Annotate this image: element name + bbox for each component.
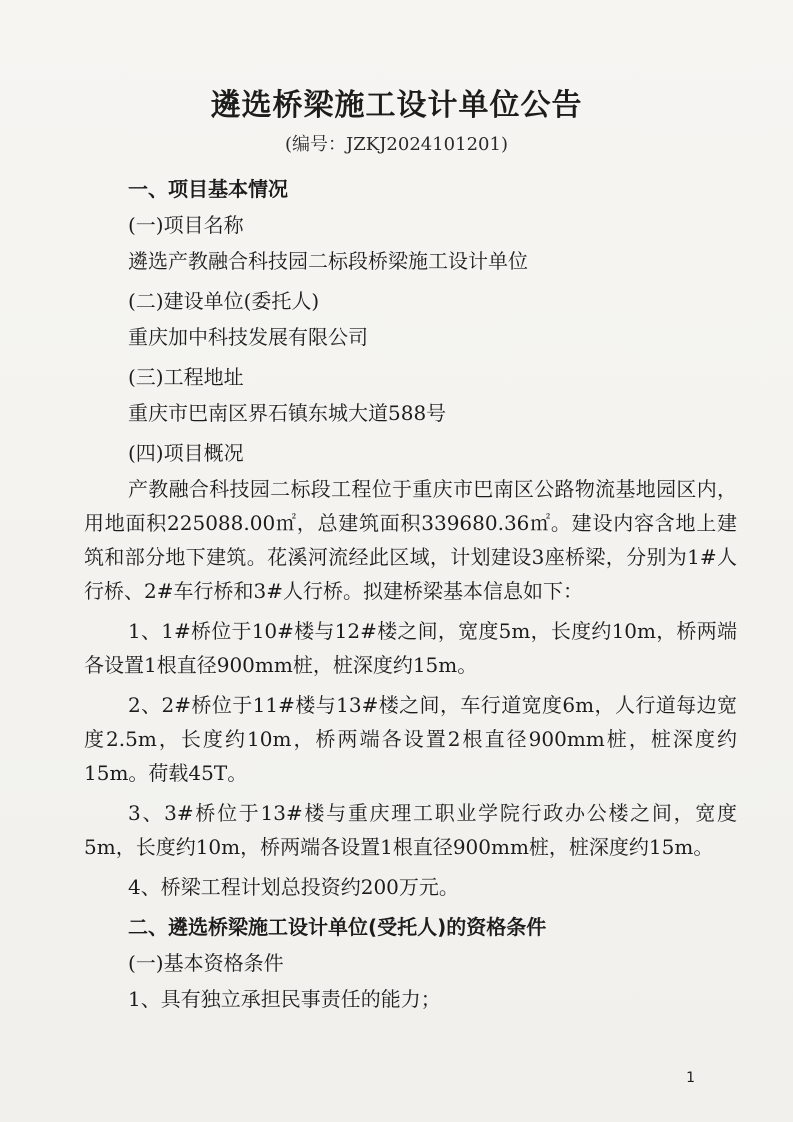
project-address: 重庆市巴南区界石镇东城大道588号: [128, 401, 447, 425]
client-label: (二)建设单位(委托人): [128, 289, 320, 313]
project-name: 遴选产教融合科技园二标段桥梁施工设计单位: [128, 249, 528, 273]
qualification-item-1: 1、具有独立承担民事责任的能力；: [128, 987, 441, 1011]
page-number: 1: [686, 1070, 695, 1086]
section-heading-basic-info: 一、项目基本情况: [128, 177, 288, 201]
bridge-item-2: 2、2#桥位于11#楼与13#楼之间，车行道宽度6m，人行道每边宽度2.5m，长度约10m，桥两端各设置2根直径900mm桩，桩深度约15m。荷载45T。: [84, 693, 737, 785]
investment-item: 4、桥梁工程计划总投资约200万元。: [128, 875, 459, 899]
bridge-item-3: 3、3#桥位于13#楼与重庆理工职业学院行政办公楼之间，宽度5m，长度约10m，桥两端各设置1根直径900mm桩，桩深度约15m。: [84, 801, 737, 859]
document-number: (编号：JZKJ2024101201): [285, 134, 508, 155]
project-name-label: (一)项目名称: [128, 213, 244, 237]
address-label: (三)工程地址: [128, 365, 244, 389]
section-heading-qualifications: 二、遴选桥梁施工设计单位(受托人)的资格条件: [128, 915, 547, 939]
basic-qualifications-label: (一)基本资格条件: [128, 951, 284, 975]
document-body: [84, 170, 737, 1022]
bridge-item-1: 1、1#桥位于10#楼与12#楼之间，宽度5m，长度约10m，桥两端各设置1根直径900mm桩，桩深度约15m。: [84, 619, 737, 677]
client-name: 重庆加中科技发展有限公司: [128, 325, 368, 349]
overview-paragraph: 产教融合科技园二标段工程位于重庆市巴南区公路物流基地园区内，用地面积225088.00㎡，总建筑面积339680.36㎡。建设内容含地上建筑和部分地下建筑。花溪河流经此区域，计划建设3座桥梁，分别为1#人行桥、2#车行桥和3#人行桥。拟建桥梁基本信息如下：: [84, 477, 737, 603]
overview-label: (四)项目概况: [128, 441, 244, 465]
page-title: 遴选桥梁施工设计单位公告: [210, 88, 583, 123]
